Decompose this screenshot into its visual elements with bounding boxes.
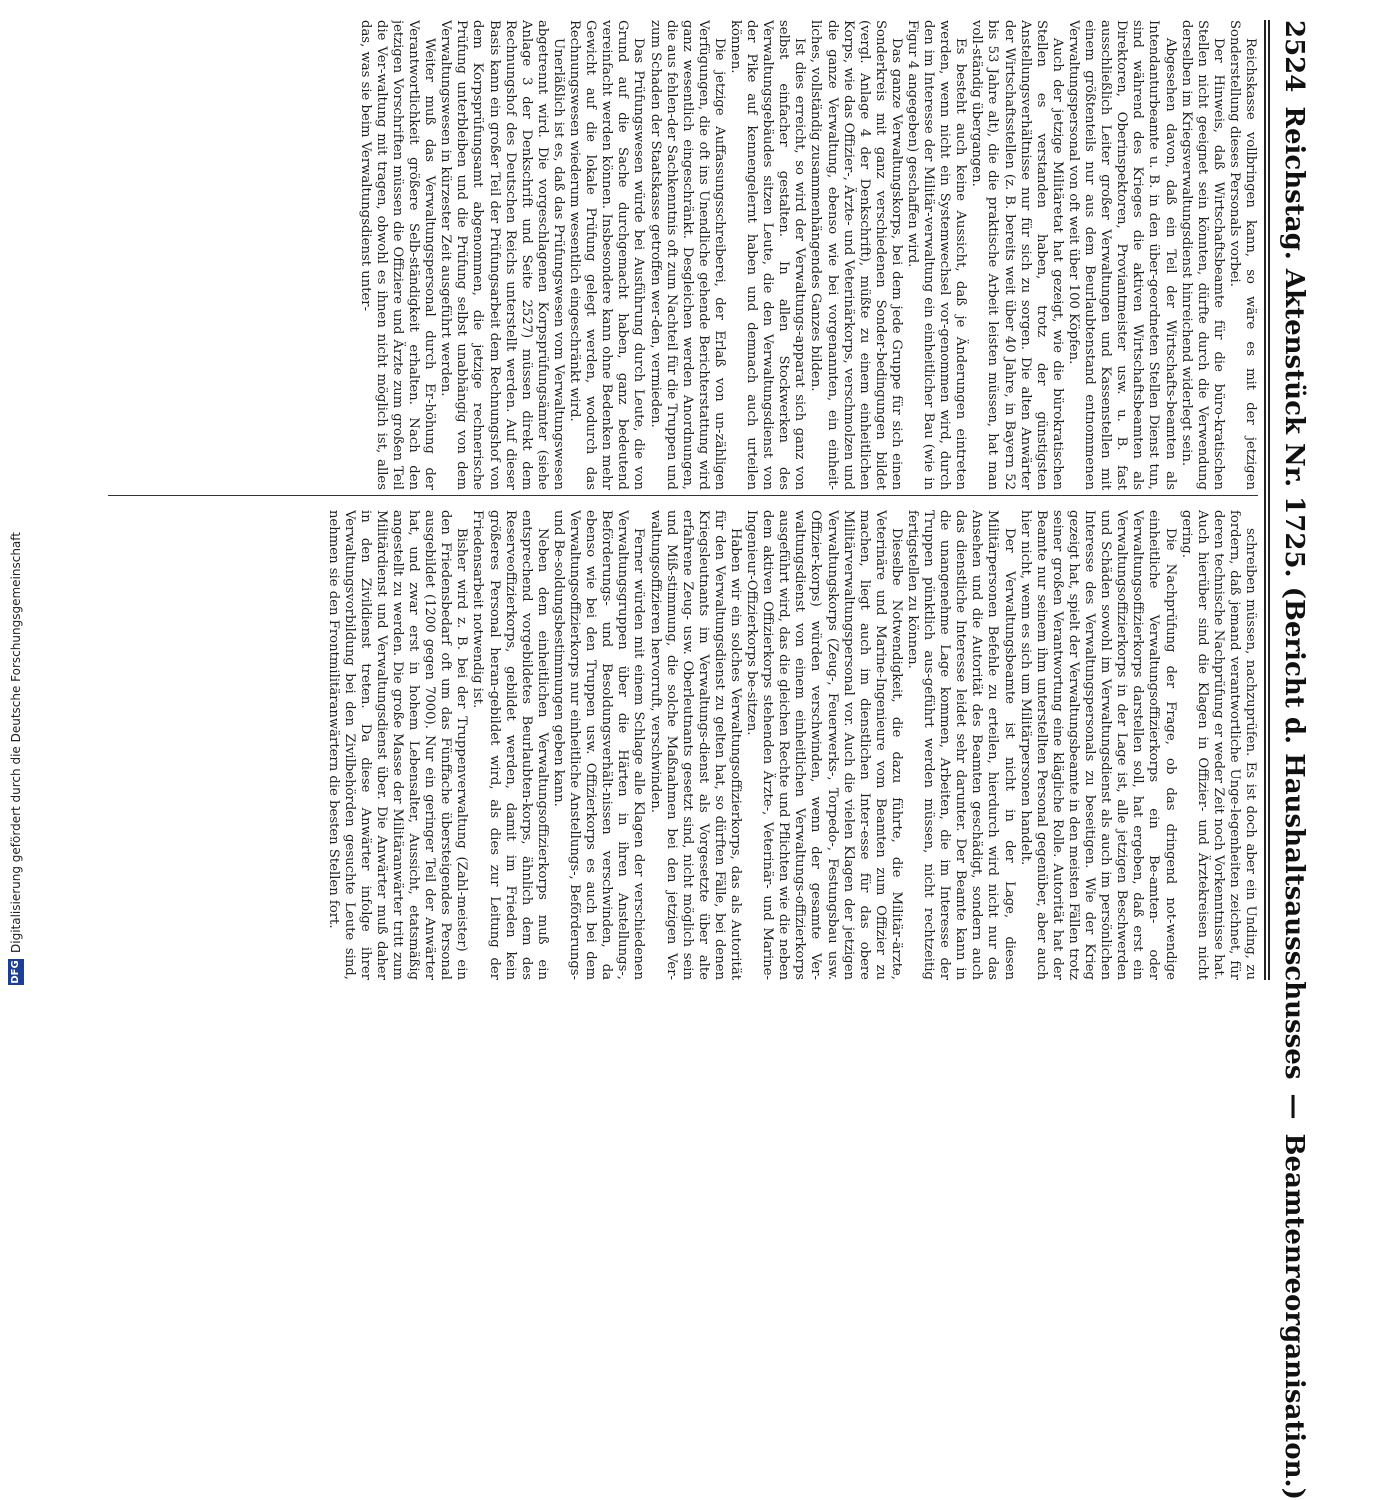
rotated-page-content xyxy=(65,0,1320,1500)
funding-text: Digitalisierung gefördert durch die Deutsche Forschungsgemeinschaft xyxy=(9,531,23,953)
paragraph: Unerläßlich ist es, daß das Prüfungswesen vom Verwaltungswesen abgetrennt wird. Die vorgeschlagenen Korpsprüfungsämter (siehe Anlage 3 der Denkschrift und Seite 2527) müssen direkt dem Rechnungshof des Deutschen Reichs unterstellt werden. Auf dieser Basis kann ein großer Teil der Prüfungsarbeit dem Rechnungshof von dem Korpsprüfungsamt abgenommen, die jetzige rechnerische Prüfung unterbleiben und die Prüfung selbst unabhängig von dem Verwaltungswesen in kürzester Zeit ausgeführt werden. xyxy=(438,20,566,490)
left-column xyxy=(108,20,1258,490)
paragraph: Die jetzige Auffassungsschreiberei, der Erlaß von un-zähligen Verfügungen, die oft ins Unendliche gehende Berichterstattung wird ganz wesentlich eingeschränkt. Desgleichen werden Anordnungen, die aus fehlen-der Sachkenntnis oft zum Nachteil für die Truppen und zum Schaden der Staatskasse getroffen wer-den, vermieden. xyxy=(647,20,727,490)
funding-footer xyxy=(0,0,34,1000)
header-separator: — xyxy=(1279,1093,1309,1120)
paragraph: Reichskasse vollbringen kann, so wäre es mit der jetzigen Sonderstellung dieses Personals vorbei. xyxy=(1226,20,1258,490)
column-divider xyxy=(108,495,1258,496)
paragraph: Ist dies erreicht, so wird der Verwaltungs-apparat sich ganz von selbst einfacher gestalten. In allen Stockwerken des Verwaltungsgebäudes sitzen Leute, die den Verwaltungsdienst von der Pike auf kennengelernt haben und demnach auch urteilen können. xyxy=(728,20,808,490)
header-title-left: Reichstag. Aktenstück Nr. 1725. (Bericht d. Haushaltsausschusses xyxy=(1279,106,1309,1080)
header-rule-double xyxy=(1264,20,1266,980)
paragraph: Das Prüfungswesen würde bei Ausführung durch Leute, die von Grund auf die Sache durchgemacht haben, ganz bedeutend vereinfacht werden können. Insbesondere kann ohne Bedenken mehr Gewicht auf die lokale Prüfung gelegt werden, wodurch das Rechnungswesen wiederum wesentlich eingeschränkt wird. xyxy=(567,20,647,490)
paragraph: Die Nachprüfung der Frage, ob das dringend not-wendige einheitliche Verwaltungsoffizierkorps ein Be-amten- oder Verwaltungsoffizierkorps darstellen soll, hat ergeben, daß erst ein Verwaltungsoffizierkorps in der Lage ist, alle jetzigen Beschwerden und Schäden sowohl im Verwaltungsdienst als auch im persönlichen Interesse des Verwaltungspersonals zu beseitigen. Wie der Krieg gezeigt hat, spielt der Verwaltungsbeamte in den meisten Fällen trotz seiner großen Verantwortung eine klägliche Rolle. Autorität hat der Beamte nur seinem ihm unterstellten Personal gegenüber, aber auch hier nicht, wenn es sich um Militärpersonen handelt. xyxy=(1017,510,1178,980)
paragraph: Abgesehen davon, daß ein Teil der Wirtschafts-beamten als Intendanturbeamte u. B. in den über-geordneten Stellen Dienst tun, sind während des Krieges die aktiven Wirtschaftsbeamten als Direktoren, Oberinspektoren, Proviantmeister usw. u. B. fast ausschließlich Leiter großer Verwaltungen und Kassenstellen mit einem größtenteils nur aus dem Beurlaubtenstand entnommenen Verwaltungspersonal von oft weit über 100 Köpfen. xyxy=(1065,20,1178,490)
paragraph: Neben dem einheitlichen Verwaltungsoffizierkorps muß ein entsprechend vorgebildetes Beurlaubten-korps, ähnlich dem des Reserveoffizierkorps, gebildet werden, damit im Frieden kein größeres Personal heran-gebildet wird, als dies zur Leitung der Friedensarbeit notwendig ist. xyxy=(470,510,550,980)
header-rule xyxy=(1268,20,1270,980)
paragraph: Bisher wird z. B. bei der Truppenverwaltung (Zahl-meister) ein den Friedensbedarf oft um das Fünffache übersteigendes Personal ausgebildet (1200 gegen 7000). Nur ein geringer Teil der Anwärter hat, und zwar erst in hohem Lebensalter, Aussicht, etatsmäßig angestellt zu werden. Die große Masse der Militäranwärter tritt zum Militärdienst und Verwaltungsdienst über. Die Anwärter muß daher in den Zivildienst treten. Da diese Anwärter infolge ihrer Verwaltungsvorbildung bei den Zivilbehörden gesuchte Leute sind, nehmen sie den Frontmilitäranwärtern die besten Stellen fort. xyxy=(325,510,470,980)
paragraph: Auch der jetzige Militäretat hat gezeigt, wie die bürokratischen Stellen es verstanden haben, trotz der günstigsten Anstellungsverhältnisse nur für sich zu sorgen. Die alten Anwärter der Wirtschaftsstellen (z. B. bereits weit über 40 Jahre, in Bayern 52 bis 53 Jahre alt), die die praktische Arbeit leisten müssen, hat man voll-ständig übergangen. xyxy=(969,20,1065,490)
paragraph: Weiter muß das Verwaltungspersonal durch Er-höhung der Verantwortlichkeit größere Selb-ständigkeit erhalten. Nach den jetzigen Vorschriften müssen die Offiziere und Ärzte zum großen Teil die Ver-waltung mit tragen, obwohl es ihnen nicht möglich ist, alles das, was sie beim Verwaltungsdienst unter- xyxy=(357,20,438,490)
paragraph: Dieselbe Notwendigkeit, die dazu führte, die Militär-ärzte, Veterinäre und Marine-Ingenieure vom Beamten zum Offizier zu machen, liegt auch im dienstlichen Inter-esse für das obere Militärverwaltungspersonal vor. Auch die vielen Klagen der jetzigen Verwaltungskorps (Zeug-, Feuerwerks-, Torpedo-, Festungsbau usw. Offizier-korps) würden verschwinden, wenn der gesamte Ver-waltungsdienst von einem einheitlichen Verwaltungs-offizierkorps ausgeführt wird, das die gleichen Rechte und Pflichten wie die neben dem aktiven Offizierkorps stehenden Ärzte-, Veterinär- und Marine-Ingenieur-Offizierkorps be-sitzen. xyxy=(744,510,904,980)
paragraph: Haben wir ein solches Verwaltungsoffizierkorps, das als Autorität für den Verwaltungsdienst zu gelten hat, so dürften Fälle, bei denen Kriegsleutnants im Verwaltungs-dienst als Vorgesetzte über alte erfahrene Zeug- usw. Oberleutnants gesetzt sind, nicht möglich sein und Miß-stimmung, die solche Maßnahmen bei den jetzigen Ver-waltungsoffizieren hervorruft, verschwinden. xyxy=(647,510,743,980)
paragraph: Der Hinweis, daß Wirtschaftsbeamte für die büro-kratischen Stellen nicht geeignet sein könnten, dürfte durch die Verwendung derselben im Kriegsverwaltungsdienst hinreichend widerlegt sein. xyxy=(1178,20,1226,490)
right-column xyxy=(108,510,1258,980)
paragraph: Es besteht auch keine Aussicht, daß je Änderungen eintreten werden, wenn nicht ein Systemwechsel vor-genommen wird, durch den im Interesse der Militär-verwaltung ein einheitlicher Bau (wie in Figur 4 angegeben) geschaffen wird. xyxy=(905,20,969,490)
header-title-right: Beamtenreorganisation.) xyxy=(1279,1133,1309,1500)
dfg-logo: DFG xyxy=(8,959,24,985)
page-number: 2524 xyxy=(1279,20,1309,93)
paragraph: Das ganze Verwaltungskorps, bei dem jede Gruppe für sich einen Sonderkreis mit ganz verschiedenen Sonder-bedingungen bildet (vergl. Anlage 4 der Denkschrift), müßte zu einem einheitlichen Korps, wie das Offizier-, Ärzte- und Veterinärkorps, verschmolzen und die ganze Verwaltung, ebenso wie bei vorgenannten, ein einheit-liches, vollständig zusammenhängendes Ganzes bilden. xyxy=(808,20,904,490)
paragraph: Ferner würden mit einem Schlage alle Klagen der verschiedenen Verwaltungsgruppen über die Härten in ihren Anstellungs-, Beförderungs- und Besoldungsverhält-nissen verschwinden, da ebenso wie bei den Truppen usw. Offizierkorps es auch bei dem Verwaltungsoffizierkorps nur einheitliche Anstellungs-, Beförderungs- und Be-soldungsbestimmungen geben kann. xyxy=(550,510,647,980)
scanned-page xyxy=(65,0,1320,1500)
page-header xyxy=(1272,20,1316,1500)
paragraph: schreiben müssen, nachzuprüfen. Es ist doch aber ein Unding, zu fordern, daß jemand verantwortliche Unge-legenheiten zeichnet, für deren technische Nachprüfung er weder Zeit noch Vorkenntnisse hat. Auch hierüber sind die Klagen in Offizier- und Ärztekreisen nicht gering. xyxy=(1178,510,1258,980)
paragraph: Der Verwaltungsbeamte ist nicht in der Lage, diesen Militärpersonen Befehle zu erteilen, hierdurch wird nicht nur das Ansehen und die Autorität des Beamten geschädigt, sondern auch das dienstliche Interesse leidet sehr darunter. Der Beamte kann in die unangenehme Lage kommen, Arbeiten, die im Interesse der Truppen pünktlich aus-geführt werden müssen, nicht rechtzeitig fertigstellen zu können. xyxy=(905,510,1017,980)
